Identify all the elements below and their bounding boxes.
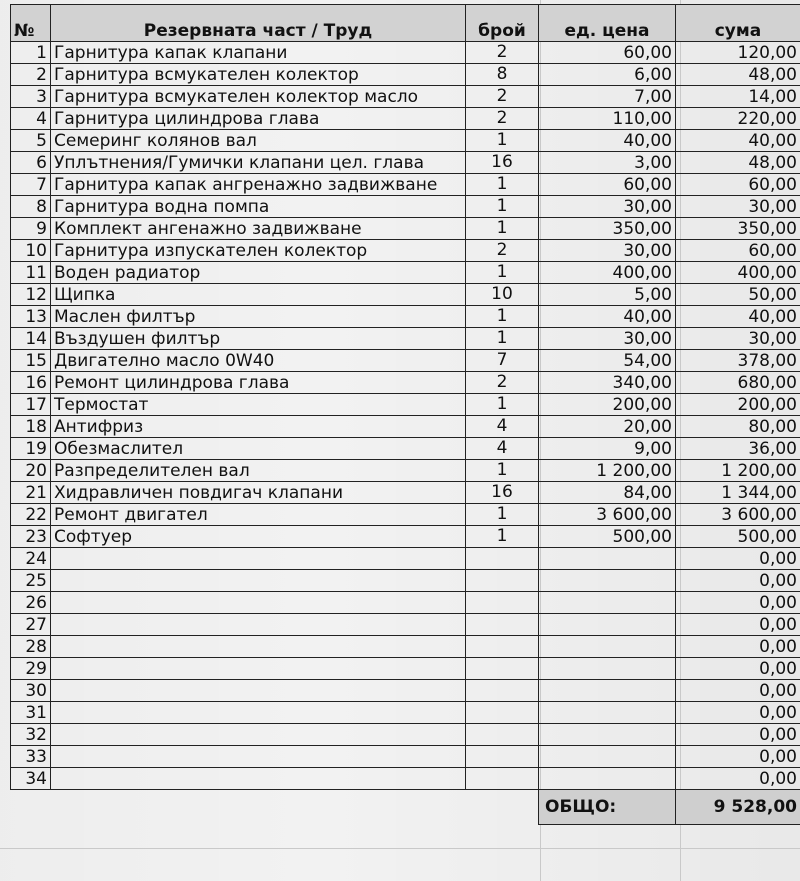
row-unit-price bbox=[539, 724, 676, 746]
table-row bbox=[11, 152, 800, 174]
total-row bbox=[11, 790, 800, 825]
row-unit-price: 60,00 bbox=[539, 174, 676, 196]
row-part-name: Гарнитура изпускателен колектор bbox=[51, 240, 466, 262]
row-part-name: Щипка bbox=[51, 284, 466, 306]
row-sum: 350,00 bbox=[676, 218, 800, 240]
table-row bbox=[11, 570, 800, 592]
row-quantity: 1 bbox=[466, 504, 539, 526]
row-number: 32 bbox=[11, 724, 51, 746]
row-unit-price bbox=[539, 570, 676, 592]
row-sum: 3 600,00 bbox=[676, 504, 800, 526]
row-part-name: Ремонт двигател bbox=[51, 504, 466, 526]
table-row bbox=[11, 240, 800, 262]
table-row bbox=[11, 636, 800, 658]
row-sum: 48,00 bbox=[676, 152, 800, 174]
row-number: 19 bbox=[11, 438, 51, 460]
row-quantity: 10 bbox=[466, 284, 539, 306]
row-quantity: 16 bbox=[466, 482, 539, 504]
row-number: 2 bbox=[11, 64, 51, 86]
row-quantity: 1 bbox=[466, 526, 539, 548]
row-part-name: Гарнитура всмукателен колектор масло bbox=[51, 86, 466, 108]
row-part-name bbox=[51, 592, 466, 614]
row-number: 6 bbox=[11, 152, 51, 174]
row-part-name bbox=[51, 614, 466, 636]
row-part-name: Обезмаслител bbox=[51, 438, 466, 460]
row-number: 14 bbox=[11, 328, 51, 350]
row-part-name: Уплътнения/Гумички клапани цел. глава bbox=[51, 152, 466, 174]
row-sum: 0,00 bbox=[676, 680, 800, 702]
row-unit-price bbox=[539, 680, 676, 702]
row-quantity bbox=[466, 614, 539, 636]
row-sum: 60,00 bbox=[676, 174, 800, 196]
row-number: 8 bbox=[11, 196, 51, 218]
row-number: 1 bbox=[11, 42, 51, 64]
row-number: 22 bbox=[11, 504, 51, 526]
table-row bbox=[11, 64, 800, 86]
row-number: 9 bbox=[11, 218, 51, 240]
row-number: 33 bbox=[11, 746, 51, 768]
row-part-name: Въздушен филтър bbox=[51, 328, 466, 350]
row-part-name: Комплект ангенажно задвижване bbox=[51, 218, 466, 240]
row-quantity: 1 bbox=[466, 306, 539, 328]
row-number: 28 bbox=[11, 636, 51, 658]
row-part-name bbox=[51, 658, 466, 680]
row-number: 25 bbox=[11, 570, 51, 592]
table-row bbox=[11, 350, 800, 372]
row-quantity bbox=[466, 570, 539, 592]
header-row bbox=[11, 5, 800, 42]
header-quantity: брой bbox=[466, 5, 539, 42]
row-number: 12 bbox=[11, 284, 51, 306]
row-number: 29 bbox=[11, 658, 51, 680]
row-quantity bbox=[466, 680, 539, 702]
row-sum: 220,00 bbox=[676, 108, 800, 130]
row-unit-price bbox=[539, 768, 676, 790]
row-number: 10 bbox=[11, 240, 51, 262]
table-row bbox=[11, 196, 800, 218]
row-sum: 0,00 bbox=[676, 548, 800, 570]
row-number: 17 bbox=[11, 394, 51, 416]
row-quantity: 2 bbox=[466, 86, 539, 108]
row-number: 23 bbox=[11, 526, 51, 548]
row-quantity: 1 bbox=[466, 460, 539, 482]
row-number: 5 bbox=[11, 130, 51, 152]
table-row bbox=[11, 108, 800, 130]
row-quantity bbox=[466, 658, 539, 680]
row-part-name: Гарнитура капак ангренажно задвижване bbox=[51, 174, 466, 196]
row-part-name: Гарнитура капак клапани bbox=[51, 42, 466, 64]
header-number: № bbox=[11, 5, 51, 42]
invoice-rows bbox=[11, 42, 800, 790]
row-quantity bbox=[466, 724, 539, 746]
row-sum: 1 200,00 bbox=[676, 460, 800, 482]
row-unit-price bbox=[539, 548, 676, 570]
row-part-name: Антифриз bbox=[51, 416, 466, 438]
row-quantity: 1 bbox=[466, 394, 539, 416]
row-quantity: 2 bbox=[466, 240, 539, 262]
row-sum: 0,00 bbox=[676, 592, 800, 614]
row-part-name: Софтуер bbox=[51, 526, 466, 548]
table-row bbox=[11, 174, 800, 196]
row-part-name bbox=[51, 724, 466, 746]
table-row bbox=[11, 702, 800, 724]
row-sum: 36,00 bbox=[676, 438, 800, 460]
row-part-name: Разпределителен вал bbox=[51, 460, 466, 482]
row-quantity: 8 bbox=[466, 64, 539, 86]
row-unit-price: 3 600,00 bbox=[539, 504, 676, 526]
row-quantity bbox=[466, 548, 539, 570]
row-quantity: 4 bbox=[466, 416, 539, 438]
row-unit-price bbox=[539, 614, 676, 636]
row-quantity: 16 bbox=[466, 152, 539, 174]
row-unit-price: 340,00 bbox=[539, 372, 676, 394]
row-quantity: 2 bbox=[466, 372, 539, 394]
row-sum: 50,00 bbox=[676, 284, 800, 306]
row-sum: 14,00 bbox=[676, 86, 800, 108]
table-row bbox=[11, 218, 800, 240]
row-number: 3 bbox=[11, 86, 51, 108]
row-quantity bbox=[466, 592, 539, 614]
total-value: 9 528,00 bbox=[676, 790, 800, 825]
row-unit-price: 30,00 bbox=[539, 196, 676, 218]
row-part-name bbox=[51, 680, 466, 702]
row-number: 24 bbox=[11, 548, 51, 570]
row-sum: 0,00 bbox=[676, 636, 800, 658]
row-unit-price: 84,00 bbox=[539, 482, 676, 504]
row-sum: 40,00 bbox=[676, 306, 800, 328]
row-quantity: 1 bbox=[466, 328, 539, 350]
row-unit-price: 54,00 bbox=[539, 350, 676, 372]
row-unit-price: 1 200,00 bbox=[539, 460, 676, 482]
row-unit-price: 3,00 bbox=[539, 152, 676, 174]
row-number: 20 bbox=[11, 460, 51, 482]
row-quantity bbox=[466, 702, 539, 724]
row-part-name bbox=[51, 746, 466, 768]
table-row bbox=[11, 130, 800, 152]
table-row bbox=[11, 416, 800, 438]
row-part-name bbox=[51, 768, 466, 790]
row-number: 4 bbox=[11, 108, 51, 130]
row-unit-price: 6,00 bbox=[539, 64, 676, 86]
row-quantity: 1 bbox=[466, 262, 539, 284]
row-number: 21 bbox=[11, 482, 51, 504]
row-sum: 30,00 bbox=[676, 196, 800, 218]
header-part-labour: Резервната част / Труд bbox=[51, 5, 466, 42]
table-row bbox=[11, 526, 800, 548]
row-sum: 400,00 bbox=[676, 262, 800, 284]
row-quantity: 1 bbox=[466, 130, 539, 152]
row-number: 16 bbox=[11, 372, 51, 394]
row-unit-price: 350,00 bbox=[539, 218, 676, 240]
row-unit-price: 9,00 bbox=[539, 438, 676, 460]
row-unit-price: 110,00 bbox=[539, 108, 676, 130]
row-sum: 48,00 bbox=[676, 64, 800, 86]
row-sum: 30,00 bbox=[676, 328, 800, 350]
row-sum: 0,00 bbox=[676, 570, 800, 592]
row-unit-price: 400,00 bbox=[539, 262, 676, 284]
row-unit-price: 40,00 bbox=[539, 130, 676, 152]
row-unit-price bbox=[539, 702, 676, 724]
table-row bbox=[11, 306, 800, 328]
row-part-name: Гарнитура всмукателен колектор bbox=[51, 64, 466, 86]
table-row bbox=[11, 460, 800, 482]
row-part-name: Двигателно масло 0W40 bbox=[51, 350, 466, 372]
row-unit-price: 20,00 bbox=[539, 416, 676, 438]
row-unit-price bbox=[539, 592, 676, 614]
row-sum: 1 344,00 bbox=[676, 482, 800, 504]
row-sum: 120,00 bbox=[676, 42, 800, 64]
row-sum: 0,00 bbox=[676, 702, 800, 724]
row-number: 30 bbox=[11, 680, 51, 702]
row-quantity bbox=[466, 746, 539, 768]
table-row bbox=[11, 614, 800, 636]
row-part-name: Гарнитура водна помпа bbox=[51, 196, 466, 218]
row-number: 27 bbox=[11, 614, 51, 636]
row-unit-price: 5,00 bbox=[539, 284, 676, 306]
row-number: 11 bbox=[11, 262, 51, 284]
row-sum: 200,00 bbox=[676, 394, 800, 416]
table-row bbox=[11, 548, 800, 570]
table-row bbox=[11, 768, 800, 790]
table-row bbox=[11, 658, 800, 680]
row-unit-price: 30,00 bbox=[539, 240, 676, 262]
row-part-name bbox=[51, 570, 466, 592]
row-unit-price: 60,00 bbox=[539, 42, 676, 64]
row-unit-price: 500,00 bbox=[539, 526, 676, 548]
row-sum: 500,00 bbox=[676, 526, 800, 548]
row-sum: 0,00 bbox=[676, 746, 800, 768]
table-row bbox=[11, 680, 800, 702]
row-number: 18 bbox=[11, 416, 51, 438]
row-part-name: Гарнитура цилиндрова глава bbox=[51, 108, 466, 130]
table-row bbox=[11, 482, 800, 504]
row-sum: 378,00 bbox=[676, 350, 800, 372]
row-part-name: Ремонт цилиндрова глава bbox=[51, 372, 466, 394]
row-number: 13 bbox=[11, 306, 51, 328]
row-unit-price: 30,00 bbox=[539, 328, 676, 350]
total-label: ОБЩО: bbox=[539, 790, 676, 825]
row-part-name bbox=[51, 636, 466, 658]
row-part-name: Хидравличен повдигач клапани bbox=[51, 482, 466, 504]
table-row bbox=[11, 504, 800, 526]
table-row bbox=[11, 372, 800, 394]
row-sum: 60,00 bbox=[676, 240, 800, 262]
row-unit-price bbox=[539, 658, 676, 680]
row-sum: 680,00 bbox=[676, 372, 800, 394]
table-row bbox=[11, 394, 800, 416]
row-number: 15 bbox=[11, 350, 51, 372]
table-row bbox=[11, 262, 800, 284]
row-unit-price: 40,00 bbox=[539, 306, 676, 328]
row-unit-price bbox=[539, 746, 676, 768]
row-unit-price bbox=[539, 636, 676, 658]
row-unit-price: 7,00 bbox=[539, 86, 676, 108]
row-part-name: Воден радиатор bbox=[51, 262, 466, 284]
row-number: 34 bbox=[11, 768, 51, 790]
table-row bbox=[11, 746, 800, 768]
row-quantity bbox=[466, 636, 539, 658]
row-quantity: 1 bbox=[466, 174, 539, 196]
invoice-table bbox=[10, 4, 800, 825]
row-sum: 80,00 bbox=[676, 416, 800, 438]
row-part-name: Семеринг колянов вал bbox=[51, 130, 466, 152]
table-row bbox=[11, 42, 800, 64]
row-quantity: 2 bbox=[466, 42, 539, 64]
row-quantity: 2 bbox=[466, 108, 539, 130]
row-quantity bbox=[466, 768, 539, 790]
row-number: 31 bbox=[11, 702, 51, 724]
table-row bbox=[11, 86, 800, 108]
row-quantity: 1 bbox=[466, 196, 539, 218]
row-quantity: 4 bbox=[466, 438, 539, 460]
row-part-name: Термостат bbox=[51, 394, 466, 416]
row-quantity: 1 bbox=[466, 218, 539, 240]
row-number: 7 bbox=[11, 174, 51, 196]
row-sum: 0,00 bbox=[676, 658, 800, 680]
row-sum: 0,00 bbox=[676, 614, 800, 636]
table-row bbox=[11, 438, 800, 460]
row-sum: 0,00 bbox=[676, 724, 800, 746]
row-sum: 40,00 bbox=[676, 130, 800, 152]
row-unit-price: 200,00 bbox=[539, 394, 676, 416]
row-part-name: Маслен филтър bbox=[51, 306, 466, 328]
table-row bbox=[11, 592, 800, 614]
header-sum: сума bbox=[676, 5, 800, 42]
row-quantity: 7 bbox=[466, 350, 539, 372]
row-part-name bbox=[51, 548, 466, 570]
row-part-name bbox=[51, 702, 466, 724]
table-row bbox=[11, 284, 800, 306]
row-sum: 0,00 bbox=[676, 768, 800, 790]
table-row bbox=[11, 724, 800, 746]
header-unit-price: ед. цена bbox=[539, 5, 676, 42]
table-row bbox=[11, 328, 800, 350]
row-number: 26 bbox=[11, 592, 51, 614]
